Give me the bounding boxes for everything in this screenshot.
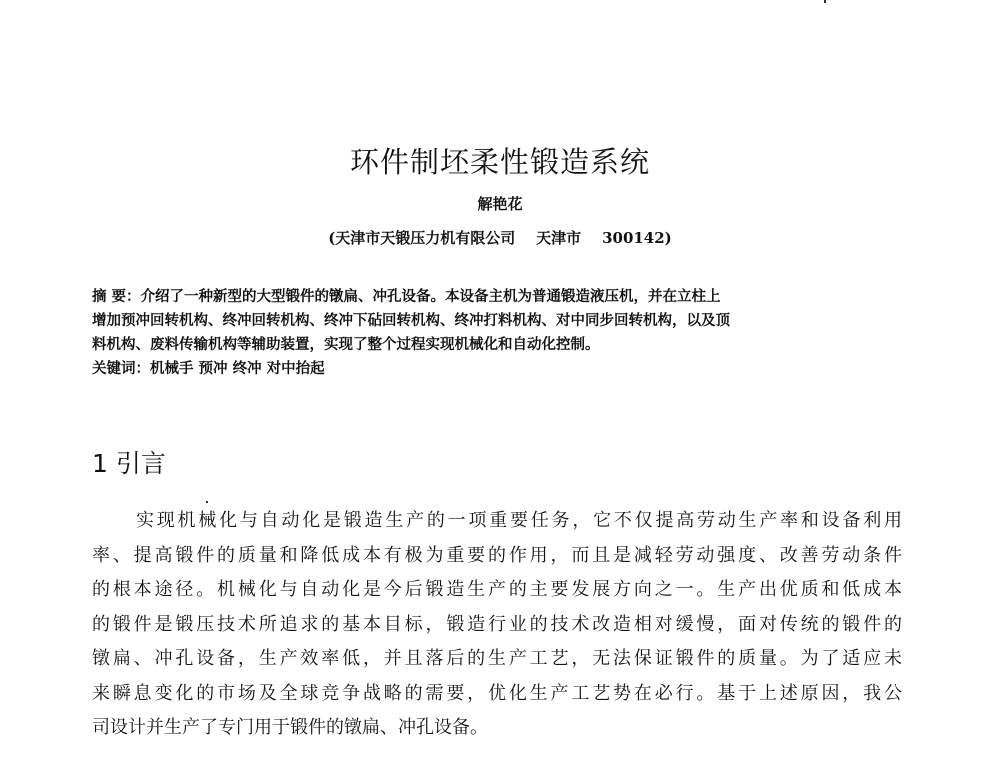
- author-name: 解艳花: [477, 195, 523, 213]
- section-heading: 1 引言: [92, 449, 166, 478]
- body-line: 的锻件是锻压技术所追求的基本目标，锻造行业的技术改造相对缓慢，面对传统的锻件的: [92, 613, 902, 635]
- body-paragraph: [92, 504, 902, 746]
- scan-speck: [206, 501, 208, 503]
- keywords-label: 关键词：: [92, 360, 150, 377]
- abstract-line: [92, 285, 902, 309]
- abstract-text: 介绍了一种新型的大型锻件的镦扁、冲孔设备。本设备主机为普通锻造液压机，并在立柱上: [140, 288, 721, 305]
- body-line: 实现机械化与自动化是锻造生产的一项重要任务，它不仅提高劳动生产率和设备利用: [136, 510, 902, 531]
- body-line: 司设计并生产了专门用于锻件的镦扁、冲孔设备。: [92, 717, 488, 738]
- keywords-text: 机械手 预冲 终冲 对中抬起: [150, 360, 325, 377]
- scan-speck: [824, 0, 826, 3]
- paper-title: 环件制坯柔性锻造系统: [349, 145, 650, 179]
- author-affiliation: (天津市天锻压力机有限公司 天津市 300142): [328, 229, 672, 247]
- body-line: 率、提高锻件的质量和降低成本有极为重要的作用，而且是减轻劳动强度、改善劳动条件: [92, 544, 902, 566]
- abstract-label: 摘 要：: [92, 288, 141, 305]
- body-line: 镦扁、冲孔设备，生产效率低，并且落后的生产工艺，无法保证锻件的质量。为了适应未: [92, 648, 902, 669]
- abstract-line: 增加预冲回转机构、终冲回转机构、终冲下砧回转机构、终冲打料机构、对中同步回转机构，以及顶: [92, 312, 730, 329]
- abstract-line: 料机构、废料传输机构等辅助装置，实现了整个过程实现机械化和自动化控制。: [92, 336, 600, 353]
- abstract-block: [92, 285, 902, 381]
- body-line: 的根本途径。机械化与自动化是今后锻造生产的主要发展方向之一。生产出优质和低成本: [92, 579, 902, 600]
- keywords-line: [92, 357, 902, 381]
- body-line: 来瞬息变化的市场及全球竞争战略的需要，优化生产工艺势在必行。基于上述原因，我公: [92, 682, 902, 704]
